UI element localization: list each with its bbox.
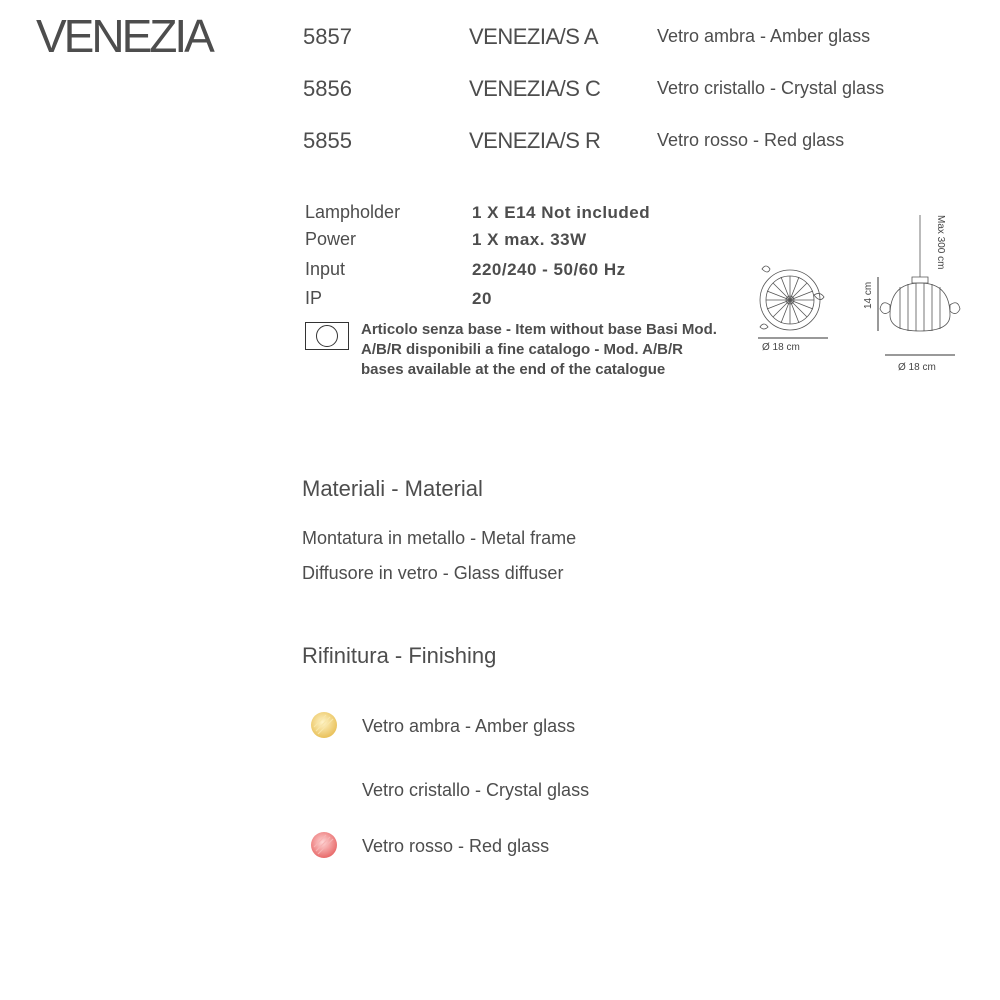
- spec-label: Lampholder: [305, 202, 401, 222]
- height-label: 14 cm: [863, 281, 874, 309]
- product-code: 5855: [303, 128, 352, 153]
- spec-label: Input: [305, 259, 346, 279]
- product-description: Vetro rosso - Red glass: [657, 130, 845, 150]
- product-model: VENEZIA/S A: [469, 24, 598, 49]
- lamp-technical-drawing: [740, 205, 970, 380]
- lamp-side-view-icon: [880, 277, 960, 331]
- spec-value: 1 X max. 33W: [472, 230, 587, 249]
- finish-item-label: Vetro ambra - Amber glass: [362, 716, 576, 736]
- finishing-title: Rifinitura - Finishing: [302, 643, 497, 668]
- finish-item-label: Vetro rosso - Red glass: [362, 836, 550, 856]
- spec-value: 220/240 - 50/60 Hz: [472, 260, 626, 279]
- product-code: 5856: [303, 76, 352, 101]
- material-item: Diffusore in vetro - Glass diffuser: [302, 563, 564, 583]
- spec-label: Power: [305, 229, 357, 249]
- product-model: VENEZIA/S C: [469, 76, 601, 101]
- product-description: Vetro cristallo - Crystal glass: [657, 78, 885, 98]
- side-diameter-label: Ø 18 cm: [898, 362, 936, 373]
- product-code: 5857: [303, 24, 352, 49]
- crystal-glass-swatch-icon: [308, 773, 340, 805]
- max-length-label: Max 300 cm: [935, 215, 946, 270]
- brand-title: VENEZIA: [36, 10, 212, 62]
- product-description: Vetro ambra - Amber glass: [657, 26, 871, 46]
- spec-value: 1 X E14 Not included: [472, 203, 651, 222]
- materials-title: Materiali - Material: [302, 476, 483, 501]
- spec-value: 20: [472, 289, 492, 308]
- red-glass-swatch-icon: [308, 829, 340, 861]
- finish-item-label: Vetro cristallo - Crystal glass: [362, 780, 590, 800]
- base-note: Articolo senza base - Item without base Basi Mod. A/B/R disponibili a fine catalogo - Mod. A/B/R bases available at the end of the catalogue: [361, 321, 717, 378]
- spec-label: IP: [305, 288, 323, 308]
- amber-glass-swatch-icon: [308, 709, 340, 741]
- no-base-icon: [305, 322, 349, 350]
- top-diameter-label: Ø 18 cm: [762, 342, 800, 353]
- product-model: VENEZIA/S R: [469, 128, 601, 153]
- material-item: Montatura in metallo - Metal frame: [302, 528, 577, 548]
- lamp-top-view-icon: [760, 266, 824, 330]
